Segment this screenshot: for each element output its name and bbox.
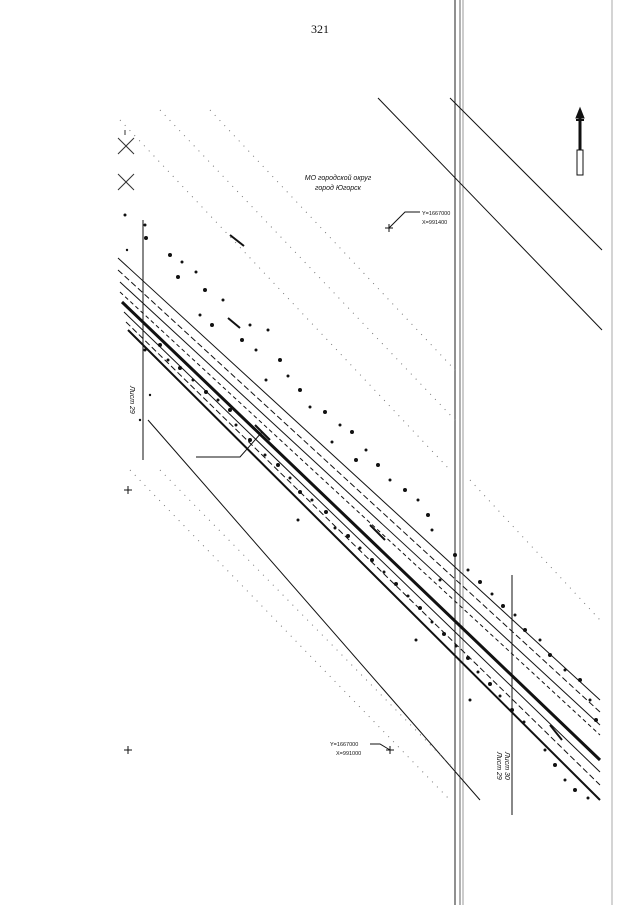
sheet-label-right-b: Лист 29	[495, 752, 502, 780]
municipality-label-line2: город Югорск	[315, 185, 361, 192]
pipeline-corridor	[118, 258, 600, 800]
coord-bottom-y: Y=1667000	[330, 742, 359, 748]
boundary-line-bottom	[148, 420, 480, 800]
sheet-label-left: Лист 29	[128, 386, 135, 414]
dotted-guides	[120, 110, 600, 800]
sheet-border-lines	[455, 0, 612, 905]
grid-crosses-icon	[118, 130, 134, 190]
coordinate-markers	[124, 212, 420, 754]
sheet-label-right-a: Лист 30	[503, 752, 510, 780]
map-dots	[124, 214, 599, 800]
north-arrow-icon	[576, 108, 584, 175]
boundary-lines-top	[378, 98, 602, 330]
coord-bottom-x: X=991000	[336, 751, 362, 757]
page-number: 321	[311, 22, 329, 36]
municipality-label-line1: МО городской округ	[304, 175, 372, 182]
coord-top-y: Y=1667000	[422, 211, 451, 217]
coord-top-x: X=991400	[422, 220, 448, 226]
sheet-division-lines	[143, 220, 512, 815]
